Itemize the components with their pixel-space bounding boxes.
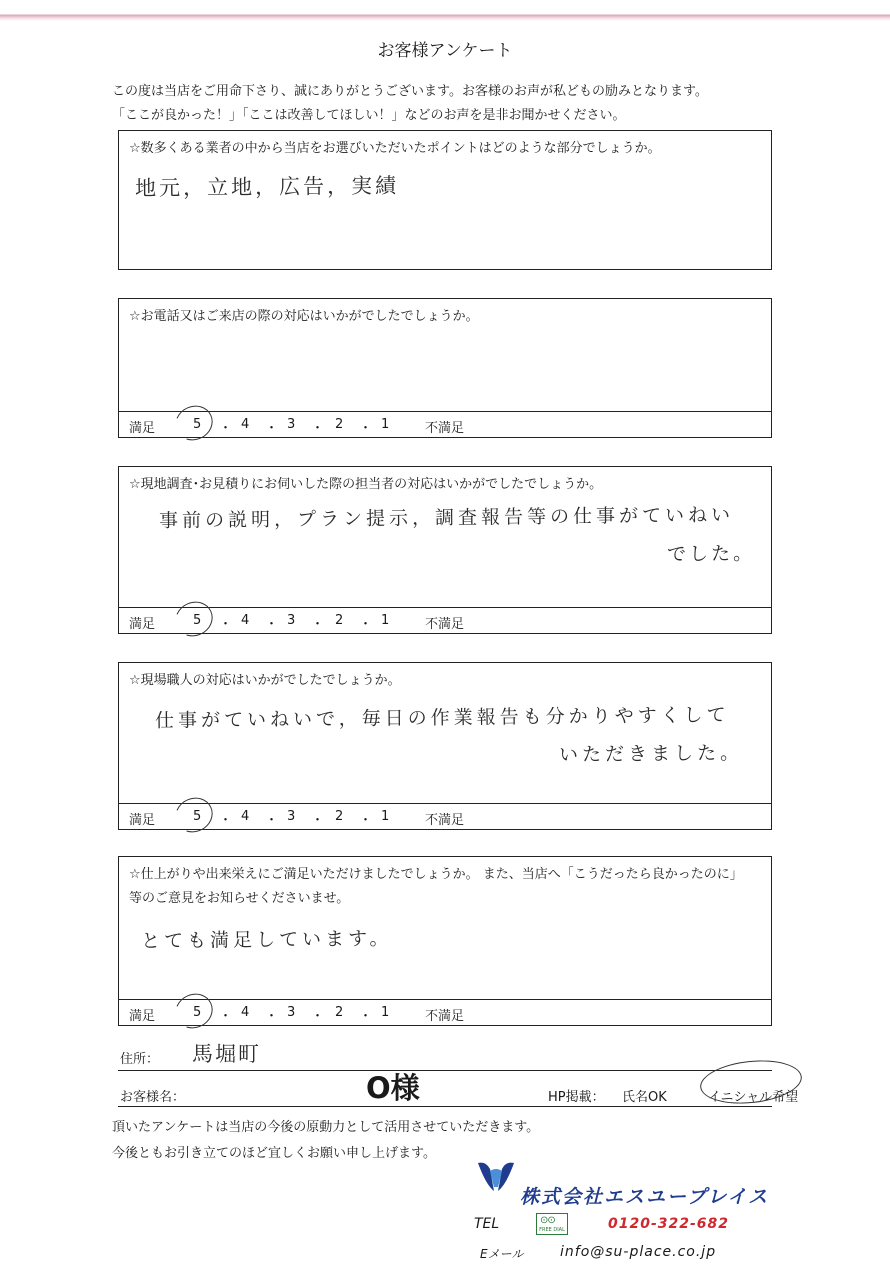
closing-line-1: 頂いたアンケートは当店の今後の原動力として活用させていただきます。 [112,1120,540,1135]
rating-1[interactable]: 1 [381,1005,390,1020]
question-1-box [118,130,772,270]
rating-5[interactable]: 5 [193,417,202,432]
question-5-rating: 満足 5 ・ 4 ・ 3 ・ 2 ・ 1 不満足 [119,999,771,1025]
rating-1[interactable]: 1 [381,809,390,824]
company-logo-icon [476,1157,516,1197]
top-border [0,0,890,22]
question-4-rating: 満足 5 ・ 4 ・ 3 ・ 2 ・ 1 不満足 [119,803,771,829]
rating-2[interactable]: 2 [335,613,344,628]
freedial-icon: ⊙⊙ FREE DIAL [536,1213,568,1235]
rating-4[interactable]: 4 [241,809,250,824]
tel-label: TEL [474,1216,500,1232]
hp-option-name-ok[interactable]: 氏名OK [622,1090,667,1105]
hp-label: HP掲載： [548,1090,605,1105]
question-1-answer: 地元，立地，広告，実績 [134,173,400,201]
rating-3[interactable]: 3 [287,417,296,432]
rating-selected-circle [170,792,219,839]
rating-3[interactable]: 3 [287,1005,296,1020]
question-5-text-2: 等のご意見をお知らせくださいませ。 [129,891,350,906]
rating-2[interactable]: 2 [335,1005,344,1020]
rating-selected-circle [170,596,219,643]
question-3-rating: 満足 5 ・ 4 ・ 3 ・ 2 ・ 1 不満足 [119,607,771,633]
company-name: 株式会社エスユープレイス [520,1186,770,1208]
customer-name-value: O様 [366,1071,420,1105]
rating-4[interactable]: 4 [241,1005,250,1020]
question-4-text: ☆現場職人の対応はいかがでしたでしょうか。 [129,673,401,688]
question-4-box [118,662,772,830]
question-1-text: ☆数多くある業者の中から当店をお選びいただいたポイントはどのような部分でしょうか。 [129,141,661,156]
rating-3[interactable]: 3 [287,809,296,824]
rating-5[interactable]: 5 [193,1005,202,1020]
rating-good-label: 満足 [129,421,156,436]
rating-bad-label: 不満足 [425,421,465,436]
address-value: 馬堀町 [192,1042,261,1066]
hp-option-initial[interactable]: イニシャル希望 [708,1090,799,1105]
rating-1[interactable]: 1 [381,417,390,432]
intro-line-1: この度は当店をご用命下さり、誠にありがとうございます。お客様のお声が私どもの励みとなります。 [112,84,708,99]
mail-label: Eメール [480,1247,524,1261]
question-3-answer-line-1: 事前の説明，プラン提示，調査報告等の仕事がていねい [158,503,735,533]
closing-line-2: 今後ともお引き立てのほど宜しくお願い申し上げます。 [112,1146,436,1161]
question-2-text: ☆お電話又はご来店の際の対応はいかがでしたでしょうか。 [129,309,479,324]
question-4-answer-line-1: 仕事がていねいで，毎日の作業報告も分かりやすくして [154,703,730,733]
rating-1[interactable]: 1 [381,613,390,628]
question-3-answer-line-2: でした。 [666,542,756,566]
address-underline [118,1070,772,1071]
question-4-answer-line-2: いただきました。 [558,742,744,766]
question-2-box [118,298,772,438]
rating-2[interactable]: 2 [335,417,344,432]
rating-selected-circle [170,988,219,1035]
question-5-text: ☆仕上がりや出来栄えにご満足いただけましたでしょうか。 また、当店へ「こうだったら良かったのに」 [129,867,743,882]
question-2-rating: 満足 5 ・ 4 ・ 3 ・ 2 ・ 1 不満足 [119,411,771,437]
rating-5[interactable]: 5 [193,809,202,824]
rating-2[interactable]: 2 [335,809,344,824]
question-5-answer: とても満足しています。 [140,927,393,953]
intro-line-2: 「ここが良かった！」「ここは改善してほしい！」などのお声を是非お聞かせください。 [112,108,626,123]
rating-4[interactable]: 4 [241,417,250,432]
rating-5[interactable]: 5 [193,613,202,628]
question-3-box [118,466,772,634]
page-title: お客様アンケート [377,41,513,61]
rating-3[interactable]: 3 [287,613,296,628]
customer-underline [118,1106,772,1107]
question-5-box [118,856,772,1026]
address-label: 住所： [120,1052,160,1067]
customer-name-label: お客様名： [120,1090,186,1105]
tel-number[interactable]: 0120-322-682 [608,1216,730,1232]
question-3-text: ☆現地調査･お見積りにお伺いした際の担当者の対応はいかがでしたでしょうか。 [129,477,603,492]
rating-4[interactable]: 4 [241,613,250,628]
rating-selected-circle [170,400,219,447]
mail-address[interactable]: info@su-place.co.jp [560,1244,717,1260]
